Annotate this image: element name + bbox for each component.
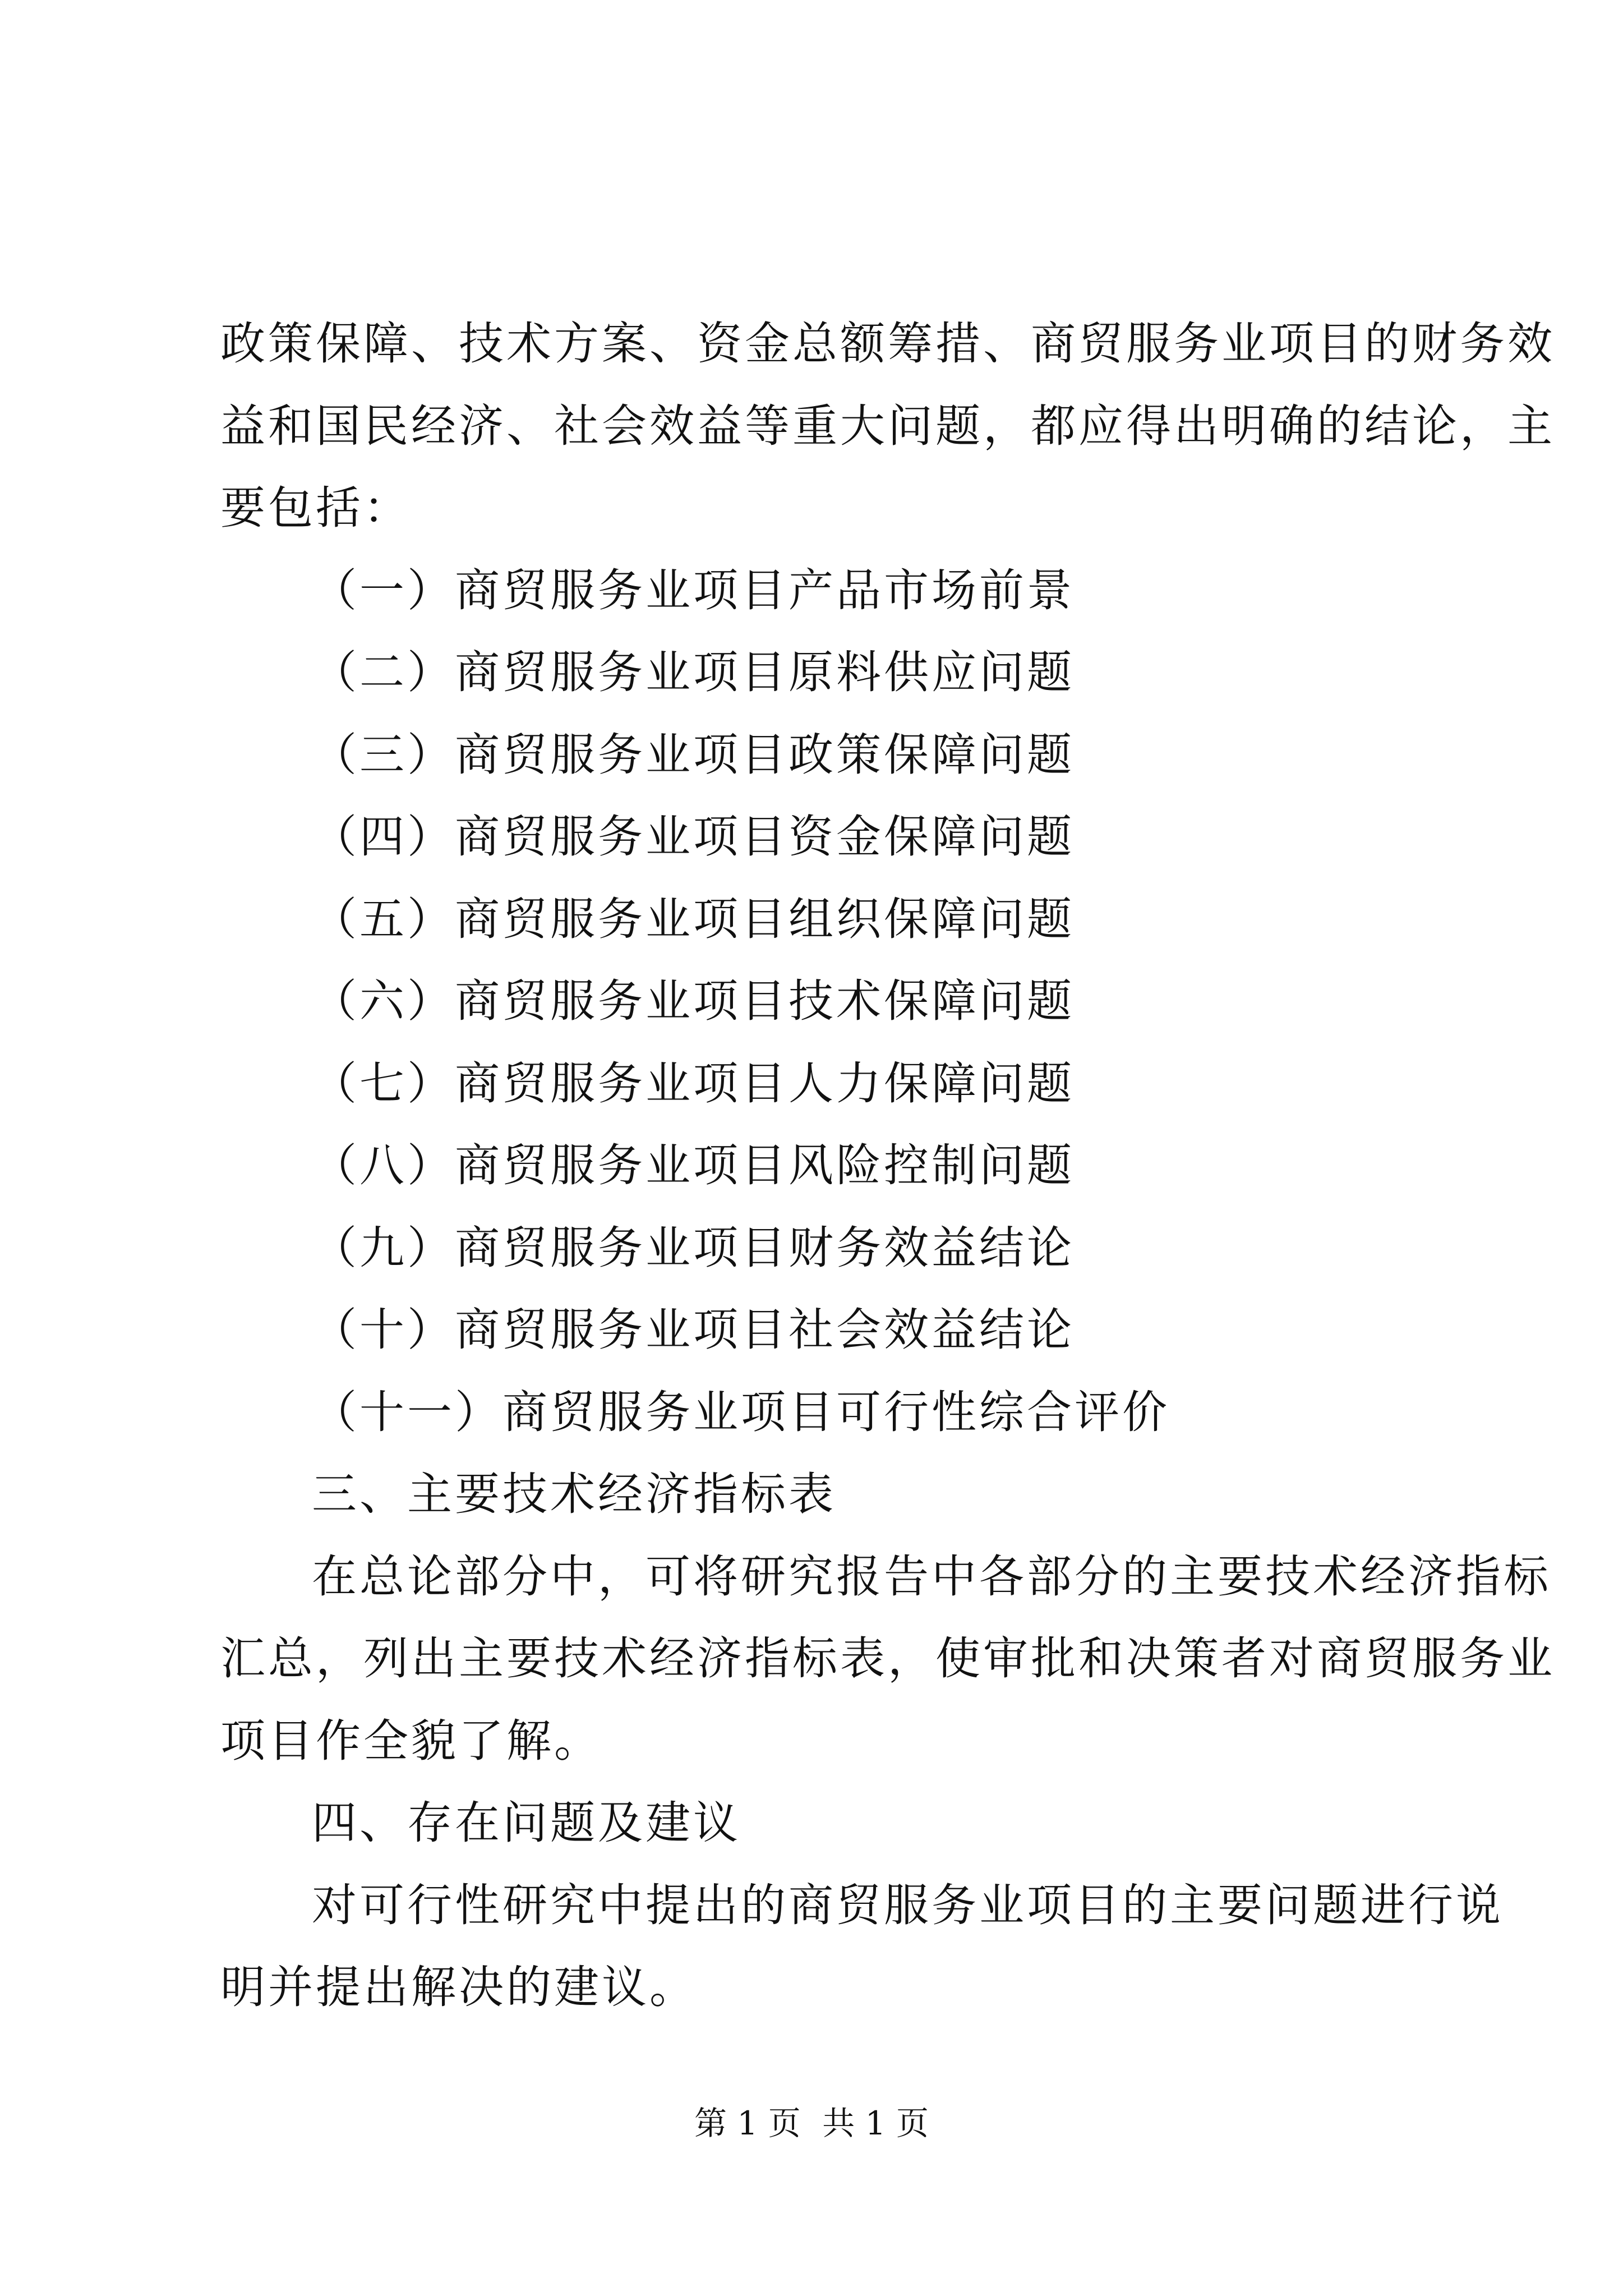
current-page-number: 第 1 页 (694, 2104, 801, 2142)
section-3-line-1: 在总论部分中，可将研究报告中各部分的主要技术经济指标 (312, 1550, 1551, 1603)
list-item: （十一）商贸服务业项目可行性综合评价 (312, 1386, 1170, 1438)
section-3-heading: 三、主要技术经济指标表 (312, 1468, 836, 1520)
list-item: （八）商贸服务业项目风险控制问题 (312, 1139, 1075, 1191)
section-3-line-3: 项目作全貌了解。 (220, 1714, 602, 1767)
page-footer (0, 2101, 1623, 2146)
list-item: （二）商贸服务业项目原料供应问题 (312, 646, 1075, 698)
intro-line-2: 益和国民经济、社会效益等重大问题，都应得出明确的结论，主 (220, 399, 1555, 452)
section-4-line-1: 对可行性研究中提出的商贸服务业项目的主要问题进行说 (312, 1879, 1504, 1931)
list-item: （六）商贸服务业项目技术保障问题 (312, 975, 1075, 1027)
intro-line-1: 政策保障、技术方案、资金总额筹措、商贸服务业项目的财务效 (220, 318, 1555, 370)
list-item: （七）商贸服务业项目人力保障问题 (312, 1057, 1075, 1110)
section-3-line-2: 汇总，列出主要技术经济指标表，使审批和决策者对商贸服务业 (220, 1632, 1555, 1685)
list-item: （九）商贸服务业项目财务效益结论 (312, 1221, 1075, 1274)
intro-line-3: 要包括： (220, 482, 411, 534)
list-item: （一）商贸服务业项目产品市场前景 (312, 564, 1075, 616)
list-item: （四）商贸服务业项目资金保障问题 (312, 811, 1075, 863)
list-item: （三）商贸服务业项目政策保障问题 (312, 728, 1075, 781)
section-4-line-2: 明并提出解决的建议。 (220, 1961, 697, 2013)
section-4-heading: 四、存在问题及建议 (312, 1797, 741, 1849)
document-body (220, 303, 1555, 2029)
total-pages: 共 1 页 (822, 2104, 929, 2142)
list-item: （十）商贸服务业项目社会效益结论 (312, 1304, 1075, 1356)
list-item: （五）商贸服务业项目组织保障问题 (312, 892, 1075, 945)
